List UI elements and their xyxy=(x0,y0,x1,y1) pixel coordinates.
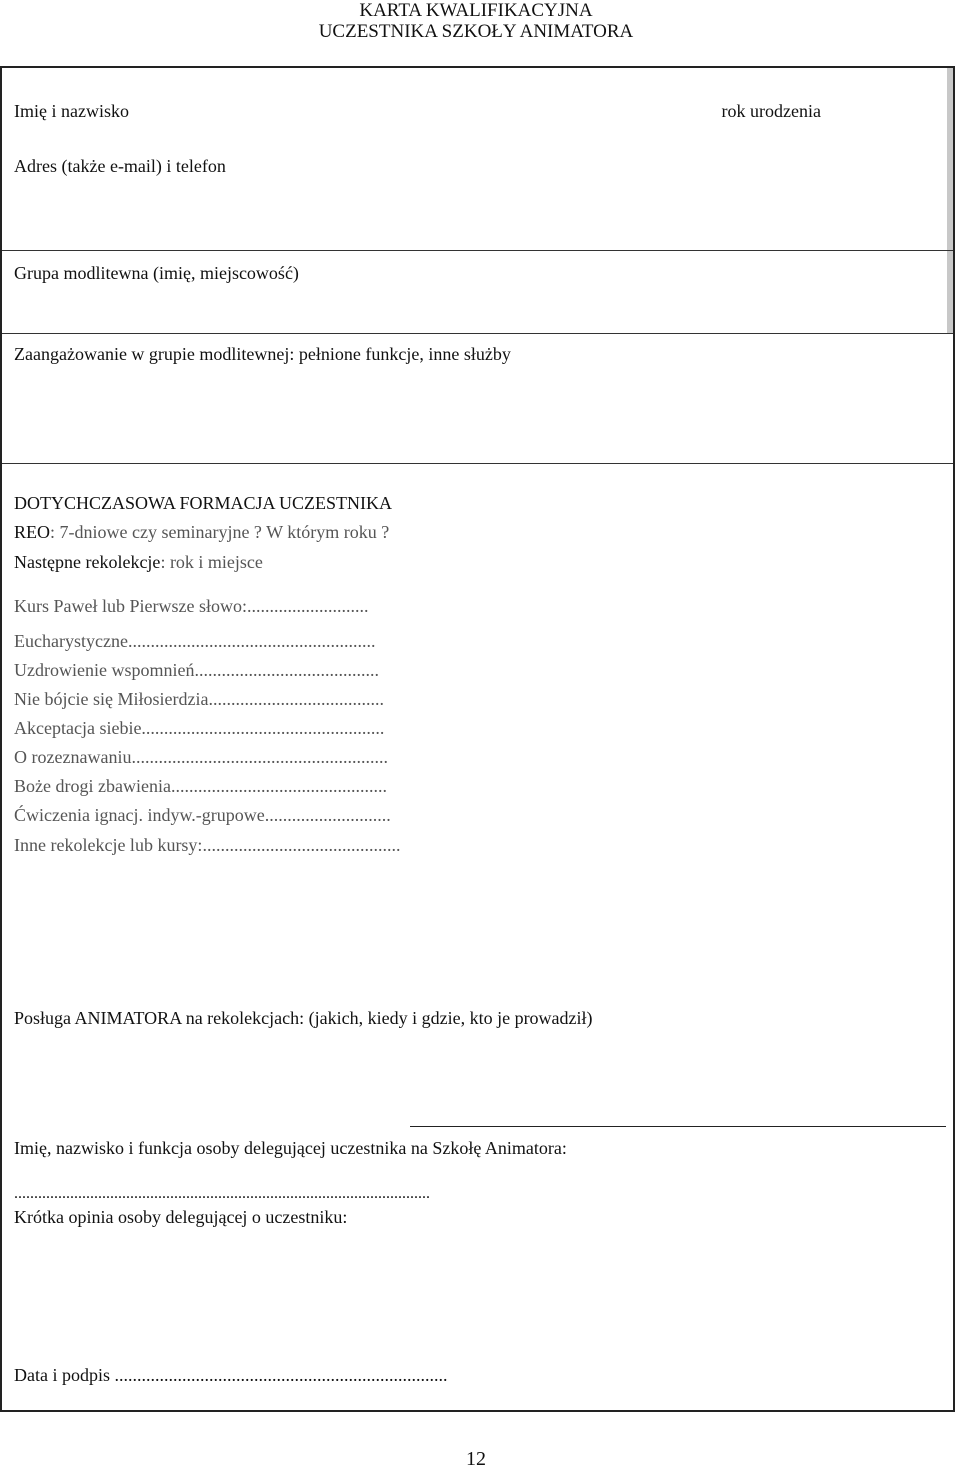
delegate-dotted-line: ........................................................................................................ xyxy=(14,1185,430,1202)
formation-heading: DOTYCHCZASOWA FORMACJA UCZESTNIKA xyxy=(14,493,393,513)
engagement-label: Zaangażowanie w grupie modlitewnej: pełnione funkcje, inne służby xyxy=(14,344,511,364)
personal-section xyxy=(2,68,953,250)
cell-shading xyxy=(947,68,953,250)
reo-label: REO xyxy=(14,522,50,542)
engagement-section xyxy=(2,333,953,463)
prayer-group-label: Grupa modlitewna (imię, miejscowość) xyxy=(14,263,299,283)
formation-item: Inne rekolekcje lub kursy:............................................ xyxy=(14,835,401,855)
document-title-line-2: UCZESTNIKA SZKOŁY ANIMATORA xyxy=(318,21,634,42)
animator-service-label: Posługa ANIMATORA na rekolekcjach: (jakich, kiedy i gdzie, kto je prowadził) xyxy=(14,1008,593,1028)
reo-question-text: : 7-dniowe czy seminaryjne ? W którym roku ? xyxy=(50,522,390,542)
next-retreats-question xyxy=(14,551,263,573)
date-signature-label: Data i podpis .......................................................................... xyxy=(14,1365,448,1385)
group-section xyxy=(2,250,953,333)
formation-item: Boże drogi zbawienia................................................ xyxy=(14,776,387,796)
formation-item: Eucharystyczne....................................................... xyxy=(14,631,376,651)
page-number: 12 xyxy=(466,1448,486,1470)
separator-line xyxy=(410,1126,946,1127)
formation-item: Uzdrowienie wspomnień......................................... xyxy=(14,660,379,680)
qualification-form xyxy=(0,66,955,1412)
formation-item: Nie bójcie się Miłosierdzia....................................... xyxy=(14,689,384,709)
opinion-label: Krótka opinia osoby delegującej o uczestniku: xyxy=(14,1207,348,1227)
address-field-label: Adres (także e-mail) i telefon xyxy=(14,156,226,176)
formation-item: O rozeznawaniu......................................................... xyxy=(14,747,388,767)
next-retreats-text: : rok i miejsce xyxy=(160,552,263,572)
birth-year-field-label: rok urodzenia xyxy=(721,101,821,121)
document-title-line-1: KARTA KWALIFIKACYJNA xyxy=(359,0,593,21)
name-field-label: Imię i nazwisko xyxy=(14,101,129,121)
next-retreats-label: Następne rekolekcje xyxy=(14,552,161,572)
cell-shading xyxy=(947,251,953,334)
reo-question xyxy=(14,521,389,543)
delegate-person-label: Imię, nazwisko i funkcja osoby delegującej uczestnika na Szkołę Animatora: xyxy=(14,1138,567,1158)
formation-item: Kurs Paweł lub Pierwsze słowo:........................... xyxy=(14,596,369,616)
formation-item: Ćwiczenia ignacj. indyw.-grupowe............................ xyxy=(14,805,391,825)
formation-section xyxy=(2,463,953,1028)
formation-item: Akceptacja siebie...................................................... xyxy=(14,718,385,738)
